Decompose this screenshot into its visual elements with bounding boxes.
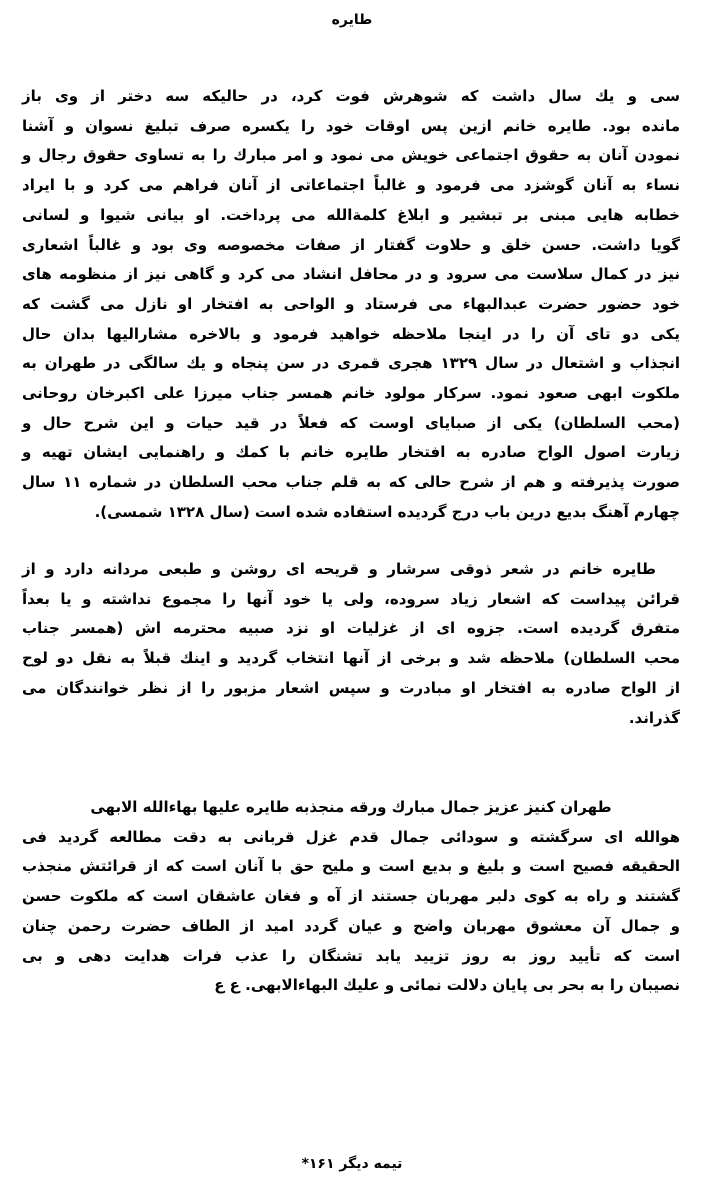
text-line: نساء به آنان گوشزد می فرمود و غالباً اجتماعاتی از آنان فراهم می كرد و با ایراد xyxy=(22,176,680,195)
text-line: نیز در كمال سلاست می سرود و در محافل انشاد می كرد و گاهی نیز از منظومه های xyxy=(22,265,680,284)
text-line: نمودن آنان به حقوق اجتماعی خویش می نمود و امر مبارك را به تساوی حقوق رجال و xyxy=(22,146,680,165)
text-line: محب السلطان) ملاحظه شد و برخی از آنها انتخاب گردید و اینك قبلاً به نقل دو لوح xyxy=(22,649,680,668)
text-line: یكی دو تای آن را در اینجا ملاحظه خواهید فرمود و بالاخره مشارالیها بدان حال xyxy=(22,324,680,343)
text-line: مانده بود. طایره خانم ازین پس اوقات خود را یكسره صرف تبلیغ نسوان و آشنا xyxy=(22,116,680,135)
text-line: زیارت اصول الواح صادره به افتخار طایره خانم با كمك و راهنمایی ایشان تهیه و xyxy=(22,443,680,462)
paragraph xyxy=(22,82,680,528)
text-line: گویا داشت. حسن خلق و حلاوت گفتار از صفات مخصوصه وی بود و غالباً اشعاری xyxy=(22,235,680,254)
text-line: ملكوت ابهی صعود نمود. سركار مولود خانم همسر جناب میرزا علی اكبرخان روحانی xyxy=(22,384,680,403)
tablet-heading: طهران كنیز عزیز جمال مبارك ورقه منجذبه طایره علیها بهاءالله الابهی xyxy=(90,798,612,816)
text-line: سی و یك سال داشت كه شوهرش فوت كرد، در حالیكه سه دختر از وی باز xyxy=(22,87,680,105)
text-line: خطابه هایی مبنی بر تبشیر و ابلاغ كلمةالله می پرداخت. او بیانی شیوا و لسانی xyxy=(22,205,680,224)
text-line: قرائن پیداست كه اشعار زیاد سروده، ولی یا خود آنها را مجموع نداشته و یا بعداً xyxy=(22,589,680,608)
text-line: انجذاب و اشتعال در سال ۱۳۲۹ هجری قمری در سن پنجاه و یك سالگی در طهران به xyxy=(22,354,680,373)
paragraph xyxy=(22,793,680,1001)
text-line: از الواح صادره به افتخار او مبادرت و سپس اشعار مزبور را از نظر خوانندگان می xyxy=(22,678,680,697)
text-line: و جمال آن معشوق مهربان واضح و عیان گردد امید از الطاف حضرت رحمن چنان xyxy=(22,916,680,935)
text-line: الحقیقه فصیح است و بلیغ و بدیع است و ملیح حق با آنان است كه از قرائتش منجذب xyxy=(22,857,680,876)
text-line: گشتند و راه به كوی دلبر مهربان جستند از آه و فغان عاشقان است كه ملكوت حسن xyxy=(22,887,680,906)
text-line: هوالله ای سرگشته و سودائی جمال قدم غزل قربانی به دقت مطالعه گردید فی xyxy=(22,827,680,846)
text-line: متفرق گردیده است. جزوه ای از غزلیات او نزد صبیه محترمه اش (همسر جناب xyxy=(22,619,680,638)
text-line: گذراند. xyxy=(628,708,680,727)
page-header-title: طایره xyxy=(331,12,373,28)
paragraph xyxy=(22,555,680,733)
text-line: است كه تأیید روز به روز تزیید یابد تشنگان را عذب فرات هدایت دهی و بی xyxy=(22,946,680,965)
text-line: طایره خانم در شعر ذوقی سرشار و قریحه ای روشن و طبعی مردانه دارد و از xyxy=(22,560,656,578)
text-line: (محب السلطان) یكی از صبایای اوست كه فعلاً در قید حیات و این شرح حال و xyxy=(22,413,680,432)
page-footer: تیمه دیگر ۱۶۱* xyxy=(301,1156,403,1172)
text-line: خود حضور حضرت عبدالبهاء می فرستاد و الواحی به افتخار او نازل می گشت كه xyxy=(22,294,680,313)
text-line: چهارم آهنگ بدیع درین باب درج گردیده استفاده شده است (سال ۱۳۲۸ شمسی). xyxy=(94,502,680,521)
text-line: نصیبان را به بحر بی پایان دلالت نمائی و علیك البهاءالابهی. ع ع xyxy=(214,976,680,995)
text-line: صورت پذیرفته و هم از شرح حالی كه به قلم جناب محب السلطان در شماره ۱۱ سال xyxy=(22,473,680,492)
